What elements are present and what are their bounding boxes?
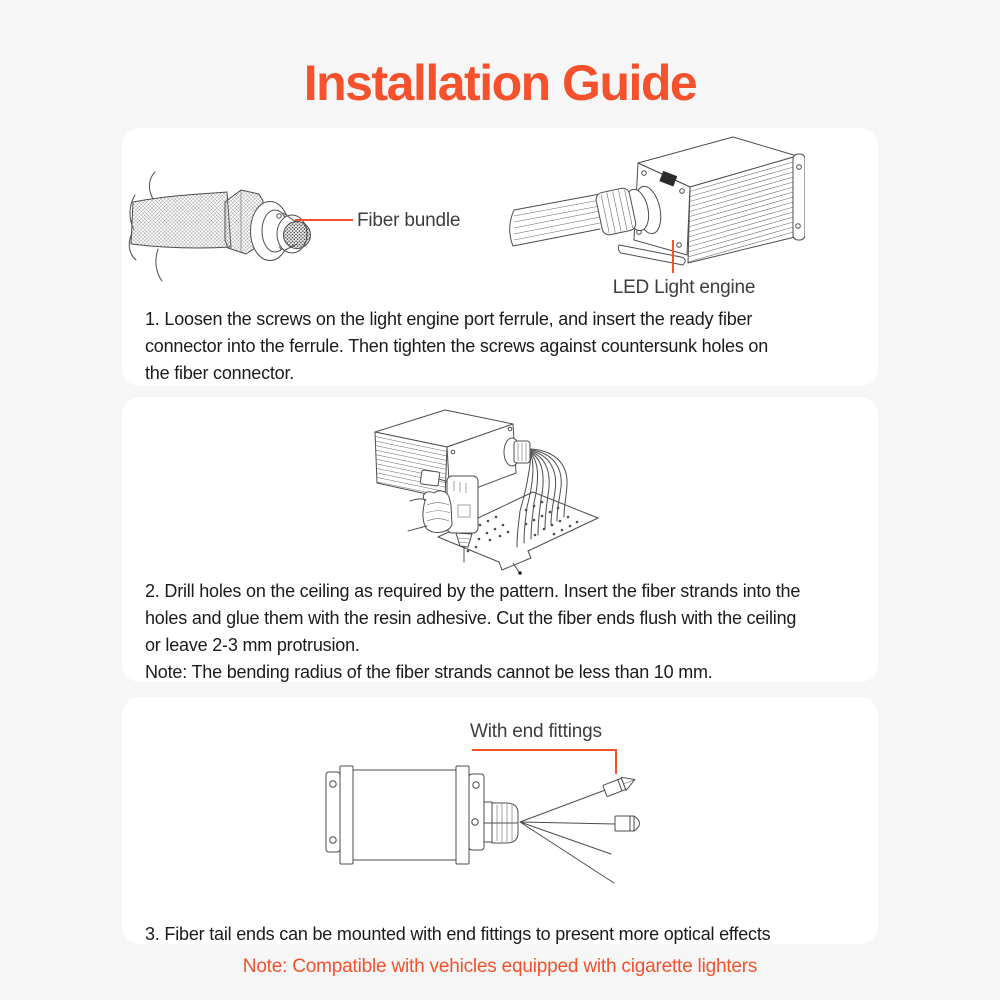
fiber-connector-illustration [125,145,365,305]
led-engine-label: LED Light engine [612,277,756,298]
step1-line: the fiber connector. [145,363,295,383]
step1-line: connector into the ferrule. Then tighten the screws against countersunk holes on [145,336,769,356]
step2-line: 2. Drill holes on the ceiling as required by the pattern. Insert the fiber strands into the [145,581,801,601]
drilling-ceiling-illustration [330,405,660,575]
step2-text [145,578,800,686]
step2-line: holes and glue them with the resin adhesive. Cut the fiber ends flush with the ceiling [145,608,797,628]
step1-text [145,306,768,387]
fiber-bundle-leader-line [295,219,353,221]
step3-line: 3. Fiber tail ends can be mounted with end fittings to present more optical effects [145,924,771,944]
end-fittings-label: With end fittings [470,721,602,742]
end-fittings-leader-line [472,749,617,751]
fiber-bundle-label: Fiber bundle [357,210,461,231]
step2-line: Note: The bending radius of the fiber strands cannot be less than 10 mm. [145,662,713,682]
led-engine-leader-line [672,240,674,273]
step2-card [122,397,878,682]
step2-line: or leave 2-3 mm protrusion. [145,635,360,655]
step3-text [145,921,770,948]
step3-card [122,697,878,944]
light-engine-end-fittings-illustration [322,760,650,890]
step1-card [122,128,878,386]
led-light-engine-illustration [505,133,805,293]
step1-line: 1. Loosen the screws on the light engine port ferrule, and insert the ready fiber [145,309,753,329]
footer-note: Note: Compatible with vehicles equipped with cigarette lighters [242,956,758,977]
page-title: Installation Guide [303,55,697,111]
